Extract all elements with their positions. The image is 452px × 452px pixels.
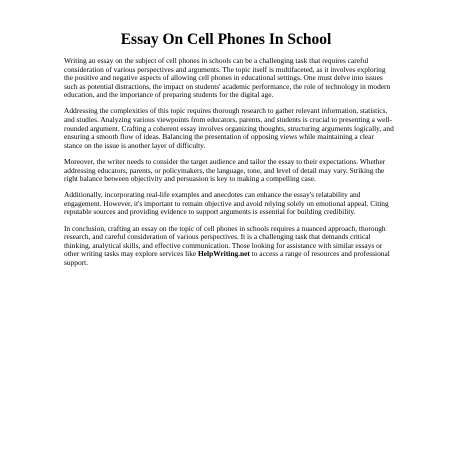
paragraph-5 [64,225,394,268]
closing-text-after: to access a range of resources and professional support. [64,249,390,267]
closing-text-before: In conclusion, crafting an essay on the topic of cell phones in schools requires a nuanced approach, thorough research, and careful consideration of various perspectives. It is a challenging task that demands critical thinking, analytical skills, and effective communication. Those looking for assistance with similar essays or other writing tasks may explore services like [64,223,386,259]
helpwriting-link[interactable]: HelpWriting.net [198,249,250,259]
document-body [64,57,394,275]
paragraph-2: Addressing the complexities of this topic requires thorough research to gather relevant information, statistics, and studies. Analyzing various viewpoints from educators, parents, and students is crucial to presenting a well-rounded argument. Crafting a coherent essay involves organizing thoughts, structuring arguments logically, and ensuring a smooth flow of ideas. Balancing the presentation of opposing views while maintaining a clear stance on the issue is another layer of difficulty. [64,106,394,150]
paragraph-3: Moreover, the writer needs to consider the target audience and tailor the essay to their expectations. Whether addressing educators, parents, or policymakers, the language, tone, and level of detail may vary. Striking the right balance between objectivity and persuasion is key to making a compelling case. [64,156,386,184]
paragraph-1: Writing an essay on the subject of cell phones in schools can be a challenging task that requires careful consideration of various perspectives and arguments. The topic itself is multifaceted, as it involves exploring the positive and negative aspects of allowing cell phones in educational settings. One must delve into issues such as potential distractions, the impact on students' academic performance, the role of technology in modern education, and the importance of preparing students for the digital age. [64,56,391,100]
paragraph-4: Additionally, incorporating real-life examples and anecdotes can enhance the essay's relatability and engagement. However, it's important to remain objective and avoid relying solely on emotional appeal. Citing reputable sources and providing evidence to support arguments is essential for building credibility. [64,190,389,217]
document-title: Essay On Cell Phones In School [120,31,332,48]
